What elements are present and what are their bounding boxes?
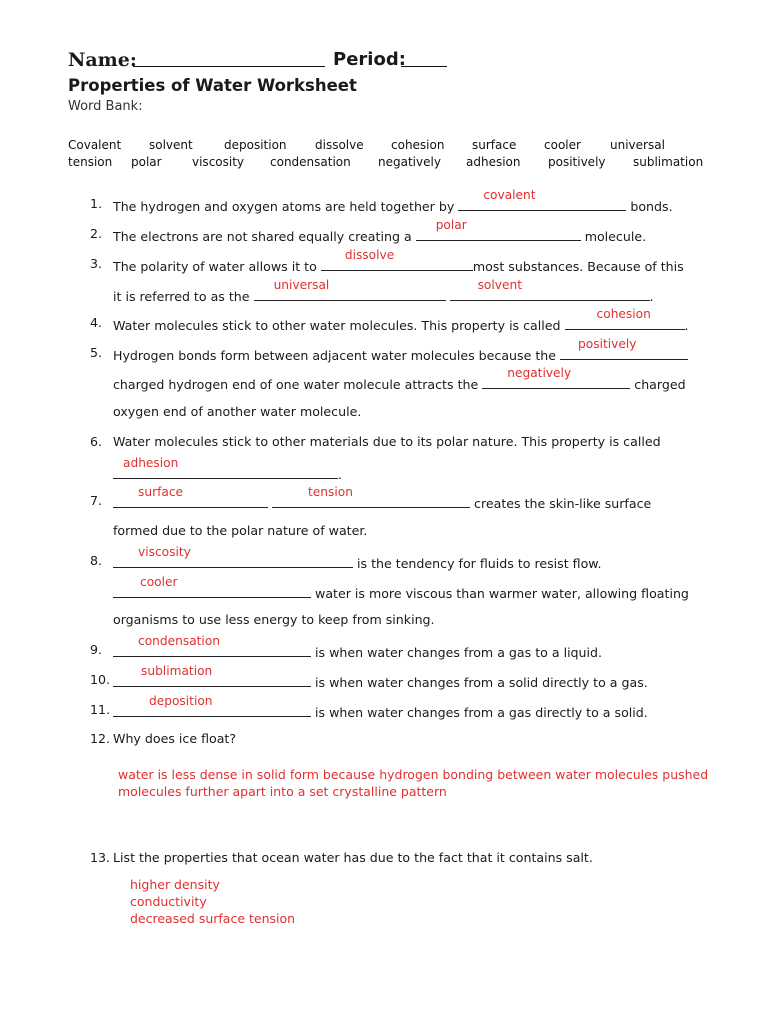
question-5 [113,337,688,363]
answer-text: molecules further apart into a set crystalline pattern [118,784,447,799]
answer-blank[interactable] [254,278,446,301]
answer-text: water is less dense in solid form because hydrogen bonding between water molecules pushed [118,767,709,782]
answer-text: cohesion [596,307,651,321]
question-text: it is referred to as the [113,289,250,304]
answer-blank[interactable] [482,366,630,389]
answer-blank[interactable] [450,278,650,301]
question-13: List the properties that ocean water has due to the fact that it contains salt. [113,850,593,865]
question-6: Water molecules stick to other materials due to its polar nature. This property is called [113,434,661,449]
question-3-line-2 [113,278,654,304]
answer-blank[interactable] [272,485,470,508]
question-number: 13. [90,850,111,865]
question-text: The electrons are not shared equally creating a [113,229,412,244]
question-text: water is more viscous than warmer water, allowing floating [315,586,689,601]
name-label: Name: [68,49,137,71]
question-text: is when water changes from a gas to a liquid. [315,645,603,660]
question-number: 6. [90,434,103,449]
answer-blank[interactable] [565,307,685,330]
answer-blank[interactable] [416,218,581,241]
question-text: most substances. Because of this [472,259,684,274]
word-bank-item: universal [610,138,665,152]
answer-blank[interactable] [560,337,688,360]
answer-text: tension [308,485,353,499]
question-text: is when water changes from a solid directly to a gas. [315,675,648,690]
answer-list-item: conductivity [130,894,207,909]
question-number: 2. [90,226,103,241]
question-number: 9. [90,642,103,657]
question-7-line-2: formed due to the polar nature of water. [113,523,368,538]
question-number: 8. [90,553,103,568]
question-7 [113,485,652,511]
word-bank-item: Covalent [68,138,122,152]
answer-text: positively [578,337,637,351]
question-1 [113,188,673,214]
question-number: 11. [90,702,111,717]
period-blank[interactable] [401,66,447,67]
question-text: is when water changes from a gas directly to a solid. [315,705,648,720]
word-bank-item: deposition [224,138,287,152]
question-text: Water molecules stick to other water molecules. This property is called [113,318,561,333]
answer-blank[interactable] [113,694,311,717]
answer-text: deposition [149,694,213,708]
word-bank-item: cooler [544,138,581,152]
word-bank-item: sublimation [633,155,704,169]
question-text: creates the skin-like surface [474,496,652,511]
question-text: bonds. [630,199,673,214]
question-5-line-2 [113,366,686,392]
question-9 [113,634,603,660]
question-number: 10. [90,672,111,687]
question-11 [113,694,648,720]
period-label: Period: [333,49,406,70]
question-text: The hydrogen and oxygen atoms are held together by [113,199,455,214]
question-text: is the tendency for fluids to resist flow. [357,556,602,571]
answer-text: adhesion [123,456,179,470]
question-12: Why does ice float? [113,731,237,746]
answer-blank[interactable] [113,575,311,598]
word-bank-item: viscosity [192,155,245,169]
question-number: 3. [90,256,103,271]
answer-text: surface [138,485,184,499]
answer-text: dissolve [344,248,395,262]
answer-list-item: decreased surface tension [130,911,296,926]
word-bank-item: condensation [270,155,351,169]
question-number: 5. [90,345,103,360]
question-6-line-2 [113,456,343,482]
question-text: . [684,318,689,333]
question-text: charged [634,377,686,392]
question-8 [113,545,602,571]
word-bank-label: Word Bank: [68,99,143,114]
question-text: Hydrogen bonds form between adjacent water molecules because the [113,348,557,363]
answer-text: sublimation [141,664,213,678]
word-bank-item: cohesion [391,138,445,152]
question-number: 7. [90,493,103,508]
answer-blank[interactable] [113,485,268,508]
page-title: Properties of Water Worksheet [68,76,357,95]
answer-text: negatively [507,366,572,380]
answer-text: viscosity [138,545,191,559]
answer-blank[interactable] [321,248,473,271]
word-bank-item: surface [472,138,517,152]
answer-text: solvent [477,278,522,292]
question-3 [113,248,684,274]
word-bank-item: negatively [378,155,441,169]
answer-blank[interactable] [113,634,311,657]
question-8-line-2 [113,575,689,601]
question-number: 12. [90,731,111,746]
question-number: 1. [90,196,103,211]
word-bank-item: dissolve [315,138,364,152]
answer-blank[interactable] [458,188,626,211]
answer-blank[interactable] [113,664,311,687]
answer-text: universal [273,278,330,292]
question-10 [113,664,648,690]
question-number: 4. [90,315,103,330]
answer-list-item: higher density [130,877,220,892]
word-bank-item: solvent [149,138,193,152]
question-text: . [338,467,343,482]
answer-blank[interactable] [113,456,338,479]
question-5-line-3: oxygen end of another water molecule. [113,404,362,419]
word-bank-item: adhesion [466,155,521,169]
answer-text: cooler [140,575,178,589]
question-text: molecule. [584,229,647,244]
answer-text: condensation [138,634,221,648]
question-text: The polarity of water allows it to [113,259,317,274]
question-text: charged hydrogen end of one water molecule attracts the [113,377,479,392]
question-text: . [649,289,654,304]
question-8-line-3: organisms to use less energy to keep from sinking. [113,612,435,627]
word-bank-item: tension [68,155,113,169]
word-bank-item: positively [548,155,606,169]
name-blank[interactable] [133,66,325,67]
question-4 [113,307,689,333]
answer-text: polar [435,218,467,232]
answer-blank[interactable] [113,545,353,568]
answer-text: covalent [483,188,536,202]
question-2 [113,218,647,244]
word-bank-item: polar [131,155,162,169]
